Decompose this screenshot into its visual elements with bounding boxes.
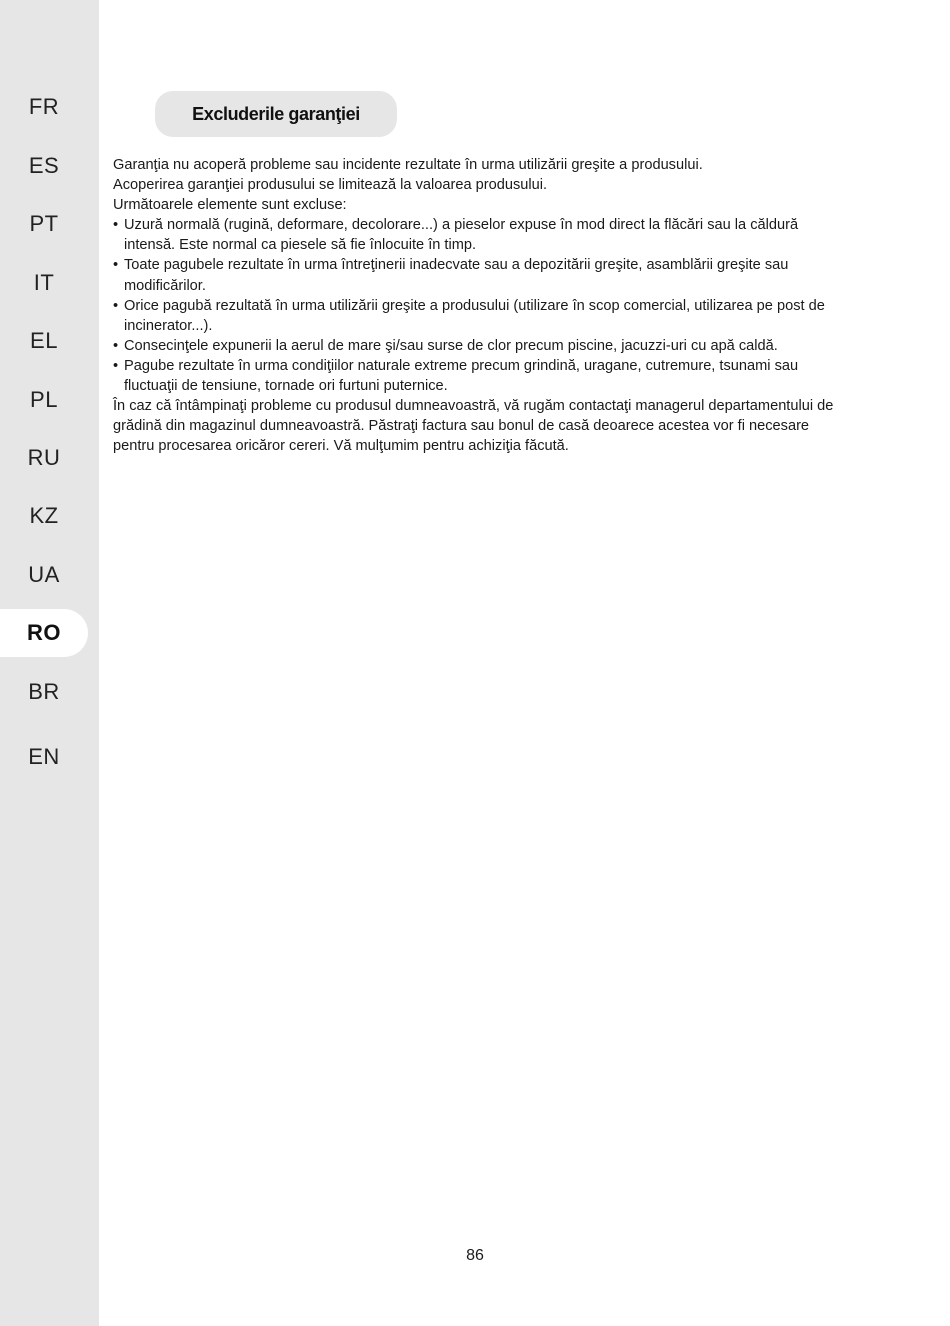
- list-item: [113, 215, 841, 255]
- list-item: [113, 296, 841, 336]
- warranty-exclusions-text: [113, 155, 841, 456]
- list-item-text: Orice pagubă rezultată în urma utilizării greşite a produsului (utilizare în scop comercial, utilizarea pe post de incinerator...).: [124, 297, 825, 334]
- bullet-dot: •: [113, 257, 119, 274]
- intro-line-3: Următoarele elemente sunt excluse:: [113, 197, 347, 214]
- bullet-dot: •: [113, 337, 119, 354]
- lang-tab-pl[interactable]: PL: [30, 387, 58, 412]
- bullet-dot: •: [113, 217, 119, 234]
- list-item-text: Consecinţele expunerii la aerul de mare şi/sau surse de clor precum piscine, jacuzzi-uri cu apă caldă.: [124, 337, 778, 354]
- lang-tab-it[interactable]: IT: [33, 270, 55, 295]
- exclusions-list: [113, 215, 841, 396]
- list-item: [113, 336, 841, 356]
- lang-tab-ua[interactable]: UA: [28, 562, 60, 587]
- lang-tab-fr[interactable]: FR: [28, 94, 60, 119]
- section-heading-pill: [155, 91, 397, 137]
- lang-tab-en[interactable]: EN: [28, 744, 60, 769]
- lang-tab-ru[interactable]: RU: [27, 445, 61, 470]
- page-number: 86: [466, 1247, 484, 1264]
- lang-tab-pt[interactable]: PT: [29, 211, 59, 236]
- language-sidebar: [0, 0, 99, 1326]
- list-item: [113, 255, 841, 295]
- lang-tab-el[interactable]: EL: [30, 328, 58, 353]
- lang-tab-es[interactable]: ES: [28, 153, 60, 178]
- intro-line-2: Acoperirea garanţiei produsului se limitează la valoarea produsului.: [113, 177, 548, 194]
- bullet-dot: •: [113, 357, 119, 374]
- bullet-dot: •: [113, 297, 119, 314]
- lang-tab-ro-active[interactable]: RO: [0, 609, 88, 657]
- lang-tab-kz[interactable]: KZ: [29, 503, 59, 528]
- closing-paragraph: În caz că întâmpinaţi probleme cu produsul dumneavoastră, vă rugăm contactaţi managerul departamentului de grădină din magazinul dumneavoastră. Păstraţi factura sau bonul de casă deoarece acestea vor fi necesare pentru procesarea oricăror cereri. Vă mulţumim pentru achiziţia făcută.: [113, 398, 834, 455]
- list-item-text: Uzură normală (rugină, deformare, decolorare...) a pieselor expuse în mod direct la flăcări sau la căldură intensă. Este normal ca piesele să fie înlocuite în timp.: [124, 217, 799, 254]
- list-item: [113, 356, 841, 396]
- lang-tab-br[interactable]: BR: [28, 679, 60, 704]
- intro-line-1: Garanţia nu acoperă probleme sau incidente rezultate în urma utilizării greşite a produsului.: [113, 157, 703, 173]
- list-item-text: Pagube rezultate în urma condiţiilor naturale extreme precum grindină, uragane, cutremure, tsunami sau fluctuaţii de tensiune, tornade ori furtuni puternice.: [124, 357, 799, 395]
- section-title: Excluderile garanţiei: [192, 103, 360, 124]
- list-item-text: Toate pagubele rezultate în urma întreţinerii inadecvate sau a depozitării greşite, asamblării greşite sau modificărilor.: [124, 257, 789, 294]
